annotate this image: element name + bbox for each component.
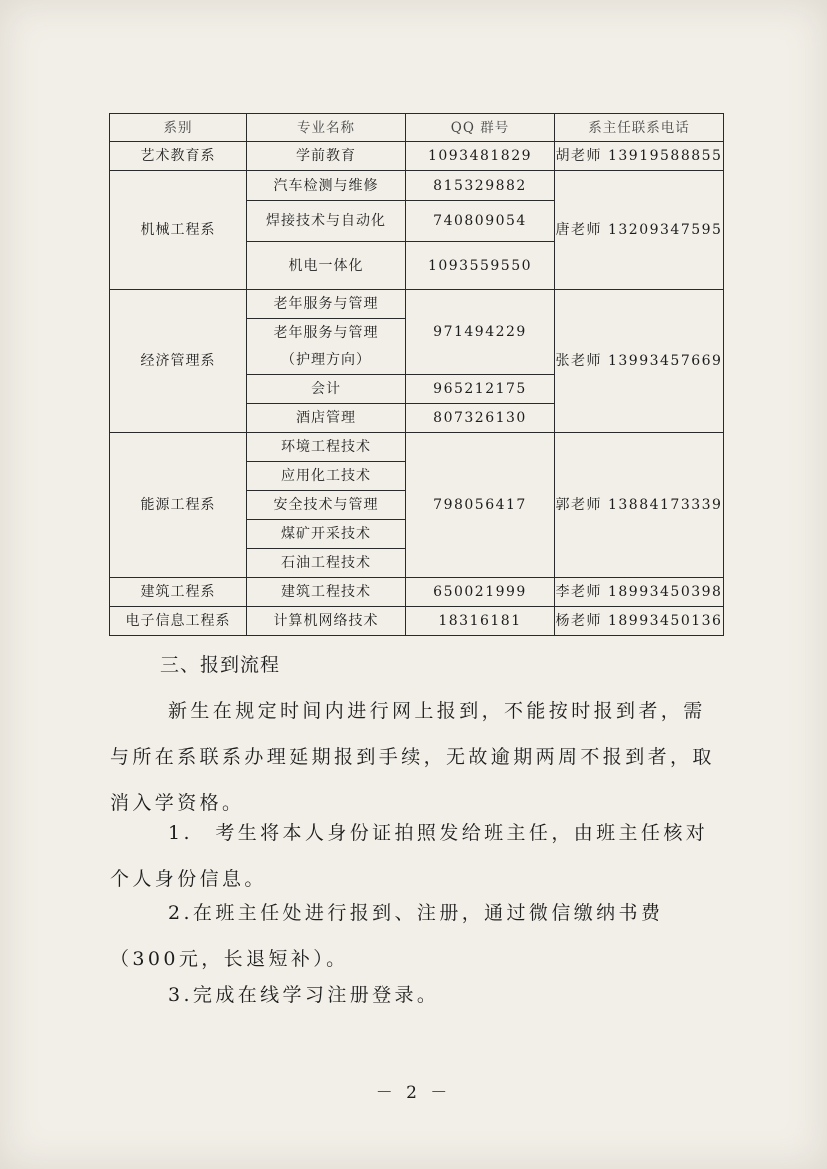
table-row [110, 433, 724, 462]
contact-cell: 张老师 13993457669 [555, 290, 724, 433]
table-row [110, 607, 724, 636]
major-cell [247, 319, 406, 375]
qq-cell: 807326130 [406, 404, 555, 433]
qq-cell: 740809054 [406, 201, 555, 242]
major-cell: 煤矿开采技术 [247, 520, 406, 549]
dept-cell: 艺术教育系 [110, 142, 247, 171]
page-number: － 2 － [375, 1083, 452, 1103]
major-cell: 计算机网络技术 [247, 607, 406, 636]
major-line: 老年服务与管理 [273, 324, 379, 341]
header-contact: 系主任联系电话 [555, 114, 724, 142]
header-qq: QQ 群号 [406, 114, 555, 142]
dept-cell: 经济管理系 [110, 290, 247, 433]
intro-paragraph: 新生在规定时间内进行网上报到，不能按时报到者，需与所在系联系办理延期报到手续，无故逾期两周不报到者，取消入学资格。 [110, 700, 715, 814]
major-cell: 安全技术与管理 [247, 491, 406, 520]
qq-cell: 815329882 [406, 171, 555, 201]
major-cell: 酒店管理 [247, 404, 406, 433]
table-row [110, 142, 724, 171]
major-cell: 建筑工程技术 [247, 578, 406, 607]
major-cell: 学前教育 [247, 142, 406, 171]
contact-cell: 唐老师 13209347595 [555, 171, 724, 290]
table-row [110, 171, 724, 201]
major-cell: 汽车检测与维修 [247, 171, 406, 201]
major-cell: 应用化工技术 [247, 462, 406, 491]
major-cell: 会计 [247, 375, 406, 404]
qq-cell: 965212175 [406, 375, 555, 404]
major-line: （护理方向） [281, 351, 371, 368]
contact-cell: 李老师 18993450398 [555, 578, 724, 607]
major-cell: 石油工程技术 [247, 549, 406, 578]
qq-cell: 971494229 [406, 290, 555, 375]
major-cell: 焊接技术与自动化 [247, 201, 406, 242]
step-3-paragraph: 3.完成在线学习注册登录。 [168, 984, 440, 1006]
dept-cell: 能源工程系 [110, 433, 247, 578]
step-2-paragraph: 2.在班主任处进行报到、注册，通过微信缴纳书费（300元，长退短补）。 [110, 902, 664, 970]
qq-cell: 650021999 [406, 578, 555, 607]
major-cell: 老年服务与管理 [247, 290, 406, 319]
dept-cell: 建筑工程系 [110, 578, 247, 607]
dept-cell: 机械工程系 [110, 171, 247, 290]
contact-cell: 胡老师 13919588855 [555, 142, 724, 171]
section-title: 三、报到流程 [160, 654, 281, 676]
table-row [110, 290, 724, 319]
qq-cell: 798056417 [406, 433, 555, 578]
step-1-paragraph: 1. 考生将本人身份证拍照发给班主任，由班主任核对个人身份信息。 [110, 822, 709, 890]
table-header-row [110, 114, 724, 142]
contact-cell: 郭老师 13884173339 [555, 433, 724, 578]
department-table [109, 113, 724, 636]
table-row [110, 578, 724, 607]
major-cell: 环境工程技术 [247, 433, 406, 462]
qq-cell: 1093559550 [406, 242, 555, 290]
qq-cell: 1093481829 [406, 142, 555, 171]
header-dept: 系别 [110, 114, 247, 142]
major-cell: 机电一体化 [247, 242, 406, 290]
dept-cell: 电子信息工程系 [110, 607, 247, 636]
header-major: 专业名称 [247, 114, 406, 142]
qq-cell: 18316181 [406, 607, 555, 636]
contact-cell: 杨老师 18993450136 [555, 607, 724, 636]
